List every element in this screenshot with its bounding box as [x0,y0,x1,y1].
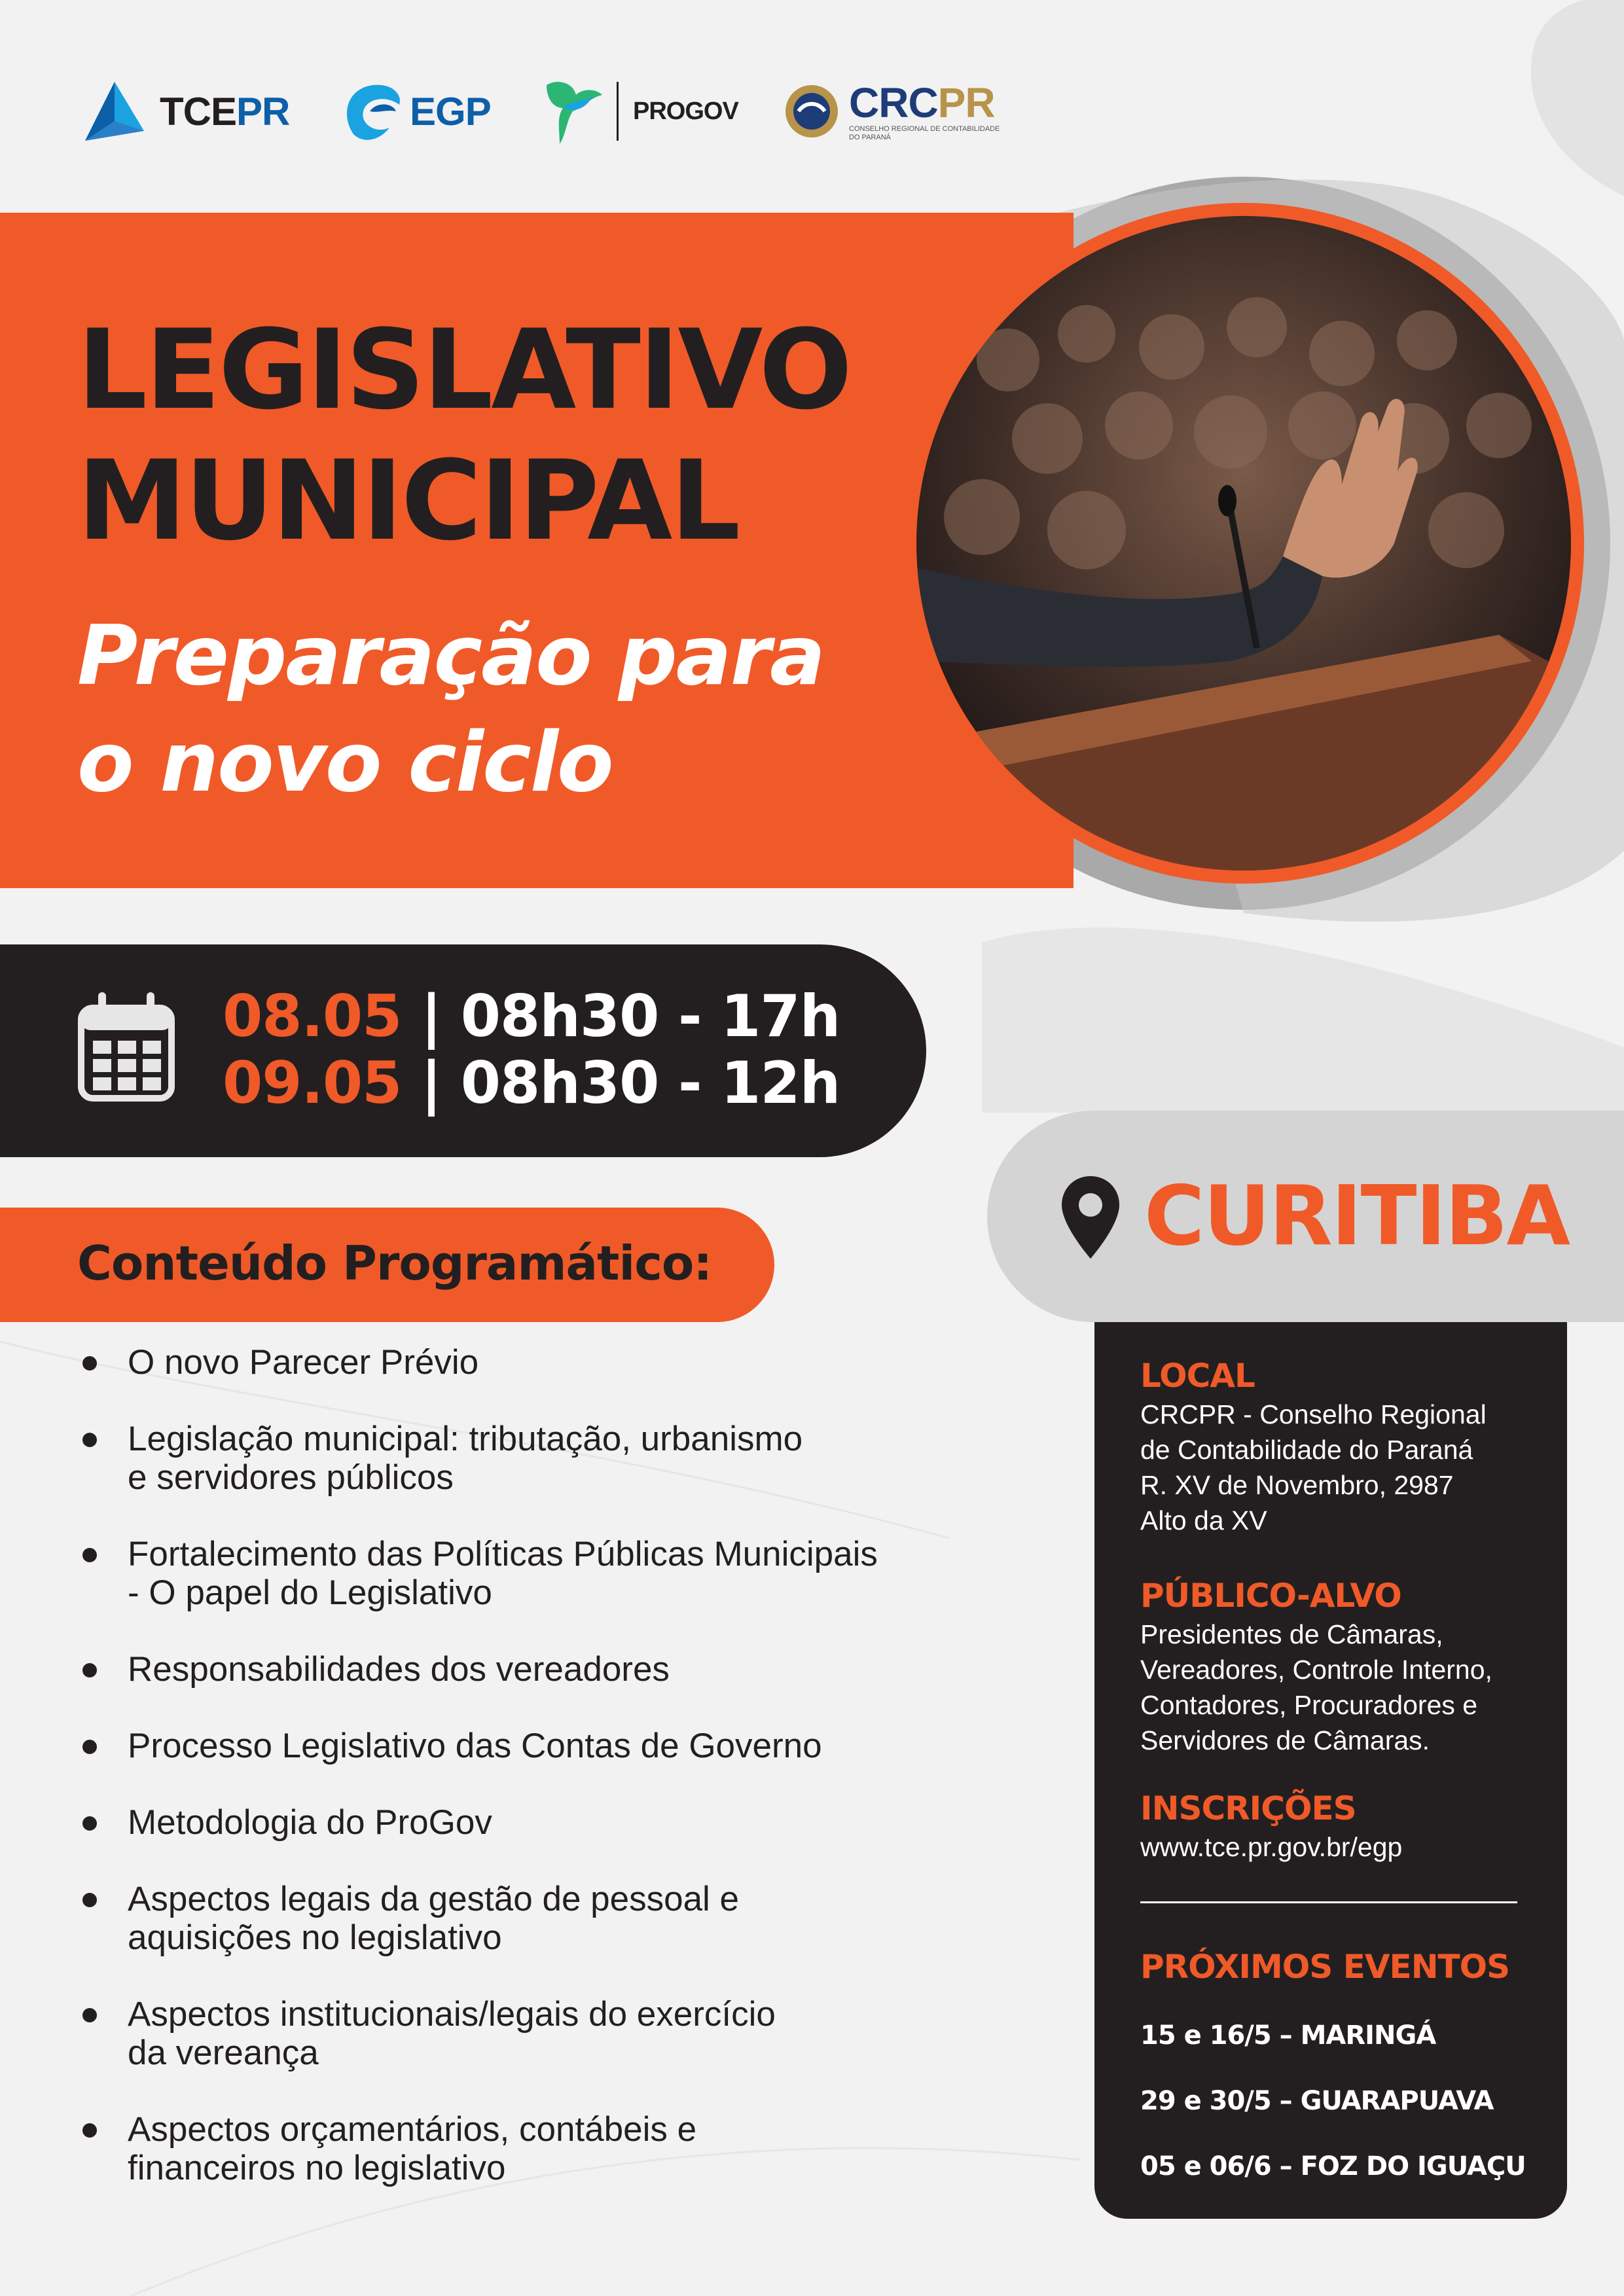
topic-line: Processo Legislativo das Contas de Governo [128,1727,822,1765]
audience-text [1140,1617,1553,1758]
page-subtitle [77,602,928,816]
bullet-icon [82,1740,97,1754]
topic-list [79,1343,943,2225]
topic-item [79,1880,943,1957]
topic-line: O novo Parecer Prévio [128,1343,479,1382]
progov-logo [537,69,738,154]
logo-row [79,69,1008,154]
progov-bird-icon [537,72,609,151]
next-event-item: 15 e 16/5 – MARINGÁ [1140,2020,1436,2051]
topic-line: Aspectos orçamentários, contábeis e [128,2110,697,2149]
topic-line: Aspectos legais da gestão de pessoal e [128,1880,740,1918]
topic-line: - O papel do Legislativo [128,1573,492,1612]
speaker-at-podium-photo [890,190,1597,897]
bullet-icon [82,2008,97,2022]
egp-logo [340,69,491,154]
egp-swirl-icon [340,75,406,147]
map-pin-icon [1059,1174,1122,1262]
bullet-icon [82,1356,97,1371]
topic-line: Responsabilidades dos vereadores [128,1650,670,1689]
pr-text: PR [236,89,290,134]
crcpr-seal-icon [782,82,841,141]
topic-line: da vereança [128,2034,319,2072]
topic-line: Fortalecimento das Políticas Públicas Municipais [128,1535,878,1573]
topic-line: e servidores públicos [128,1458,454,1497]
schedule-day-2 [223,1050,916,1116]
crc-text: CRC [849,79,938,126]
crcpr-logo [782,69,1006,154]
title-line-2: MUNICIPAL [77,437,739,565]
tcepr-logo [79,69,289,154]
signup-link[interactable]: www.tce.pr.gov.br/egp [1140,1832,1403,1862]
audience-line: Contadores, Procuradores e [1140,1690,1478,1720]
crcpr-subtitle: CONSELHO REGIONAL DE CONTABILIDADE DO PARANÁ [849,125,1000,141]
local-line: R. XV de Novembro, 2987 [1140,1470,1454,1500]
topic-item [79,1727,943,1765]
audience-line: Servidores de Câmaras. [1140,1725,1430,1755]
bullet-icon [82,1433,97,1447]
subtitle-line-2: o novo ciclo [77,714,613,810]
next-event-item: 05 e 06/6 – FOZ DO IGUAÇU [1140,2151,1526,2181]
next-event-item: 29 e 30/5 – GUARAPUAVA [1140,2086,1494,2116]
topic-line: Metodologia do ProGov [128,1803,492,1842]
tce-text: TCE [160,89,236,134]
audience-heading: PÚBLICO-ALVO [1140,1577,1401,1615]
tce-pyramid-icon [79,75,151,147]
topic-item [79,2110,943,2187]
topic-item [79,1803,943,1842]
schedule-date: 09.05 [223,1049,402,1117]
bullet-icon [82,1893,97,1907]
schedule-time: | 08h30 - 12h [421,1049,840,1117]
topic-line: financeiros no legislativo [128,2149,506,2187]
content-title: Conteúdo Programático: [77,1236,712,1291]
topic-line: Aspectos institucionais/legais do exercício [128,1995,776,2034]
signup-heading: INSCRIÇÕES [1140,1789,1356,1827]
calendar-icon [77,988,175,1103]
topic-line: aquisições no legislativo [128,1918,502,1957]
topic-item [79,1420,943,1497]
topic-item [79,1535,943,1612]
schedule-day-1 [223,984,916,1049]
page-title [77,304,928,566]
topic-item [79,1995,943,2072]
crc-pr-text: PR [937,79,995,126]
bullet-icon [82,2123,97,2138]
topic-line: Legislação municipal: tributação, urbanismo [128,1420,803,1458]
bullet-icon [82,1816,97,1831]
location-city: CURITIBA [1144,1168,1570,1264]
audience-line: Presidentes de Câmaras, [1140,1619,1443,1649]
local-address [1140,1397,1553,1538]
schedule-time: | 08h30 - 17h [421,982,840,1050]
local-line: de Contabilidade do Paraná [1140,1435,1473,1465]
topic-item [79,1343,943,1382]
topic-item [79,1650,943,1689]
info-divider [1140,1901,1517,1903]
schedule-date: 08.05 [223,982,402,1050]
local-heading: LOCAL [1140,1357,1255,1395]
subtitle-line-1: Preparação para [77,607,824,704]
bullet-icon [82,1663,97,1677]
local-line: Alto da XV [1140,1505,1267,1535]
next-events-heading: PRÓXIMOS EVENTOS [1140,1948,1510,1986]
bullet-icon [82,1548,97,1562]
local-line: CRCPR - Conselho Regional [1140,1399,1487,1429]
progov-text: PROGOV [633,97,738,125]
egp-text: EGP [410,89,491,134]
audience-line: Vereadores, Controle Interno, [1140,1655,1492,1685]
title-line-1: LEGISLATIVO [77,306,851,434]
